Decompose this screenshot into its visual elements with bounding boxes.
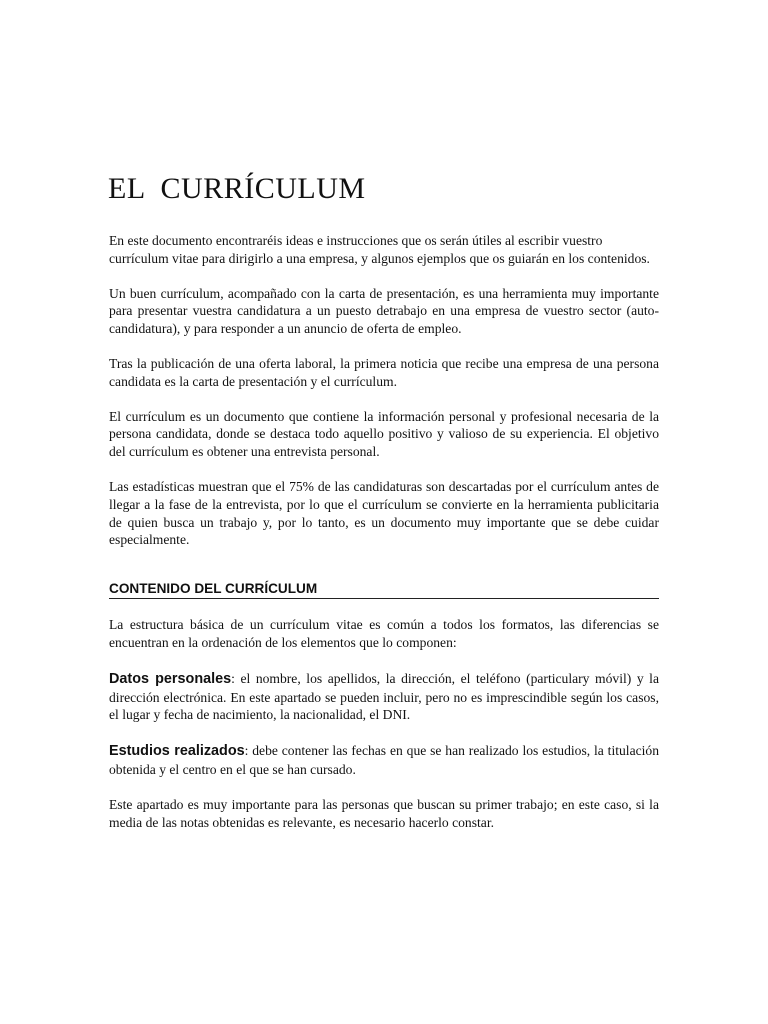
- datos-personales-text: : el nombre, los apellidos, la dirección, el teléfono (particulary móvil) y la dirección electrónica. En este apartado se pueden incluir, pero no es imprescindible según los casos, el lugar y fecha de nacimiento, la nacionalidad, el DNI.: [109, 670, 659, 723]
- section-heading-contenido: CONTENIDO DEL CURRÍCULUM: [109, 580, 659, 599]
- paragraph-estadisticas: Las estadísticas muestran que el 75% de las candidaturas son descartadas por el currículum antes de llegar a la fase de la entrevista, por lo que el currículum se convierte en la herramienta publicitaria de quien busca un trabajo y, por lo tanto, es un documento muy importante que se debe cuidar especialmente.: [109, 478, 659, 548]
- paragraph-intro: En este documento encontraréis ideas e instrucciones que os serán útiles al escribir vuestro currículum vitae para dirigirlo a una empresa, y algunos ejemplos que os guiarán en los contenidos.: [109, 233, 650, 266]
- paragraph-estudios-realizados: [109, 742, 659, 779]
- estudios-realizados-label: Estudios realizados: [109, 743, 245, 760]
- paragraph-estructura: La estructura básica de un currículum vitae es común a todos los formatos, las diferencias se encuentran en la ordenación de los elementos que lo componen:: [109, 617, 659, 650]
- paragraph-primer-trabajo: Este apartado es muy importante para las personas que buscan su primer trabajo; en este caso, si la media de las notas obtenidas es relevante, es necesario hacerlo constar.: [109, 796, 659, 830]
- paragraph-definicion: El currículum es un documento que contiene la información personal y profesional necesaria de la persona candidata, donde se destaca todo aquello positivo y valioso de su experiencia. El objetivo del currículum es obtener una entrevista personal.: [109, 408, 659, 460]
- document-body: [109, 232, 659, 848]
- document-title: EL CURRÍCULUM: [108, 172, 366, 205]
- paragraph-oferta-laboral: Tras la publicación de una oferta laboral, la primera noticia que recibe una empresa de una persona candidata es la carta de presentación y el currículum.: [109, 355, 659, 389]
- datos-personales-label: Datos personales: [109, 670, 232, 687]
- estudios-realizados-text: : debe contener las fechas en que se han realizado los estudios, la titulación obtenida y el centro en el que se han cursado.: [109, 743, 660, 777]
- paragraph-buen-curriculum: Un buen currículum, acompañado con la carta de presentación, es una herramienta muy importante para presentar vuestra candidatura a un puesto detrabajo en una empresa de vuestro sector (auto-candidatura), y para responder a un anuncio de oferta de empleo.: [109, 285, 659, 337]
- paragraph-datos-personales: [109, 670, 659, 724]
